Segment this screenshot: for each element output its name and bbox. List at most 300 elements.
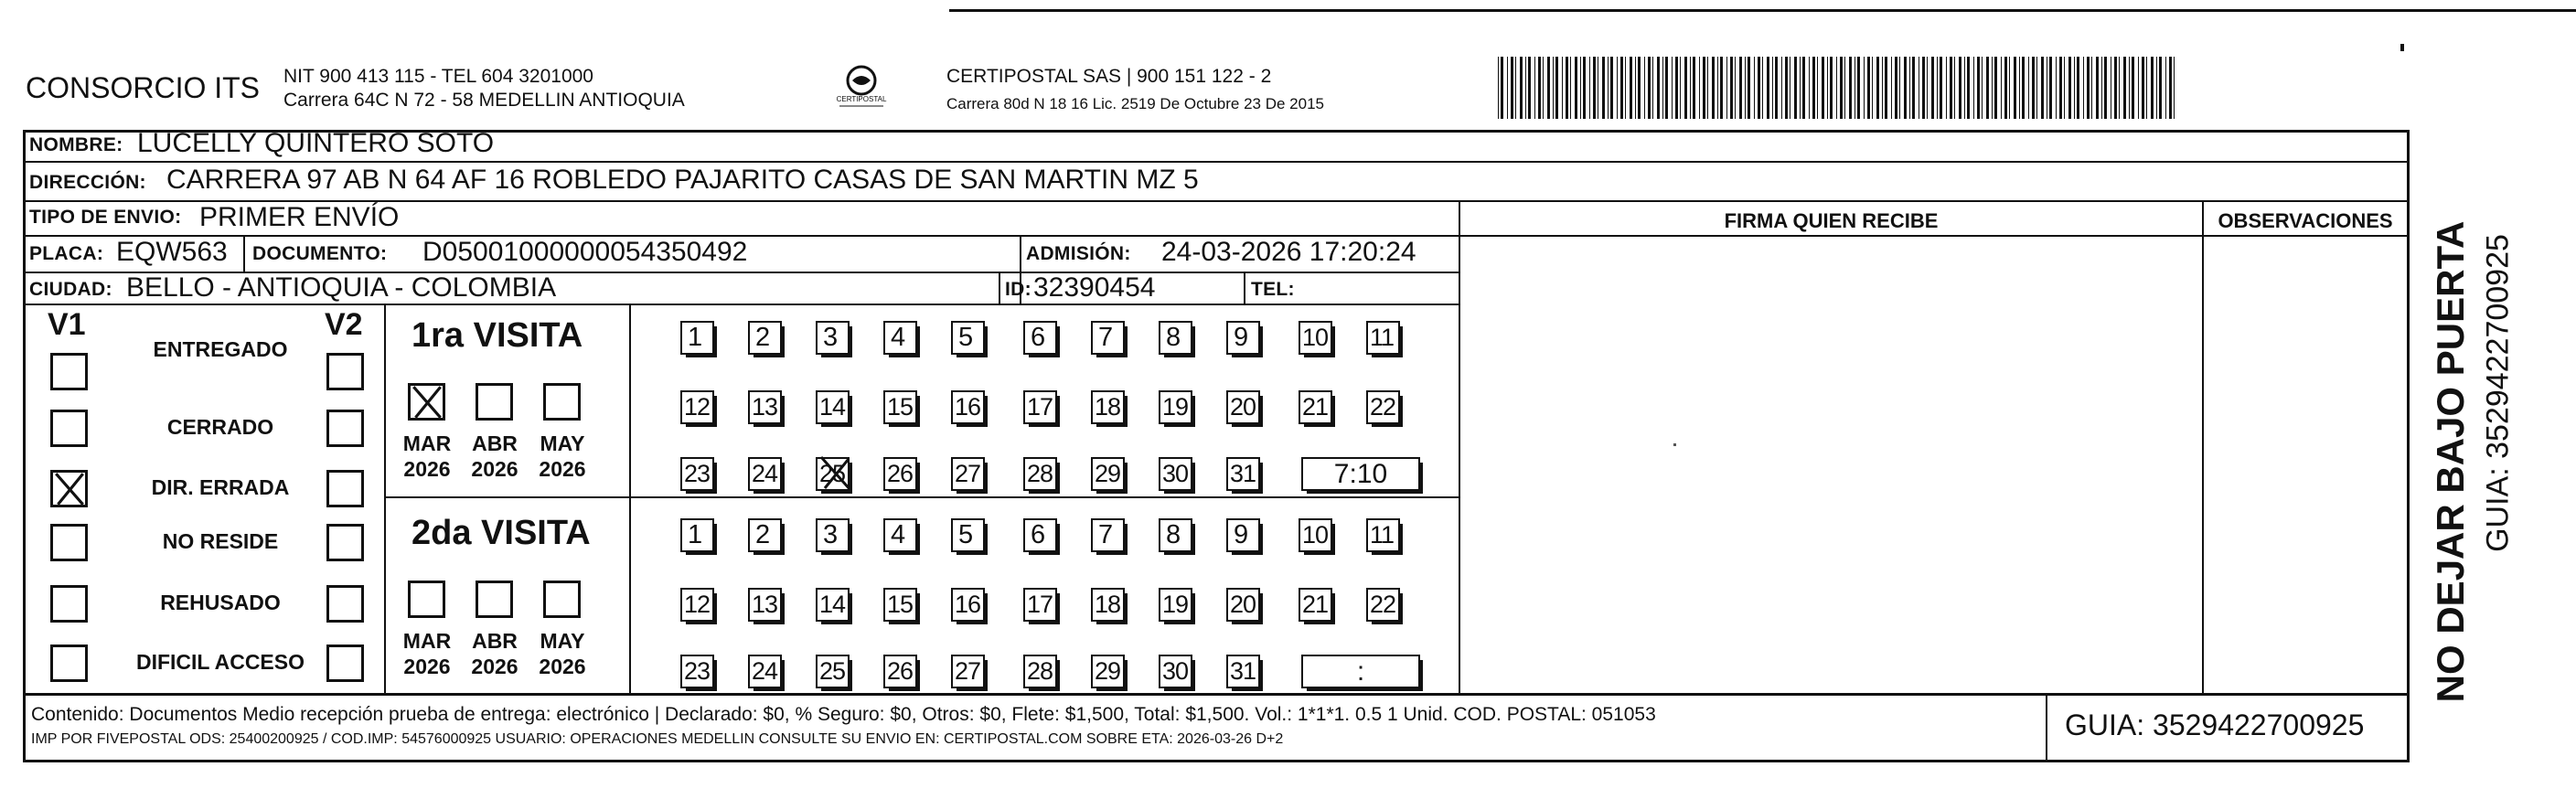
barcode-bar — [1672, 57, 1673, 119]
day-box[interactable] — [748, 321, 782, 355]
day-number: 28 — [1027, 460, 1053, 487]
barcode-bar — [1954, 57, 1955, 119]
barcode-bar — [1849, 57, 1852, 119]
barcode-bar — [1662, 57, 1663, 119]
day-number: 12 — [684, 393, 711, 421]
day-box[interactable] — [1091, 321, 1125, 355]
day-box[interactable] — [816, 655, 850, 688]
footer-imp: IMP POR FIVEPOSTAL ODS: 25400200925 / COD.IMP: 54576000925 USUARIO: OPERACIONES MEDELLIN CONSULTE SU ENVIO EN: CERTIPOSTAL.COM SOBRE ETA: 2026-03-26 D+2 — [31, 731, 1284, 747]
barcode-bar — [1830, 57, 1833, 119]
day-number: 19 — [1162, 591, 1189, 618]
day-number: 3 — [823, 323, 839, 352]
barcode-bar — [1964, 57, 1965, 119]
day-box[interactable] — [680, 588, 714, 622]
barcode-bar — [1675, 57, 1678, 119]
month-name: MAY — [540, 431, 585, 455]
barcode-bar — [1534, 57, 1535, 119]
barcode-bar — [1617, 57, 1618, 119]
barcode-bar — [1555, 57, 1558, 119]
day-box[interactable] — [1023, 518, 1057, 552]
barcode-bar — [1635, 57, 1636, 119]
day-number: 18 — [1095, 393, 1121, 421]
company-nit: NIT 900 413 115 - TEL 604 3201000 — [283, 66, 593, 87]
day-box[interactable] — [748, 655, 782, 688]
day-box[interactable] — [951, 588, 985, 622]
footer-guia: GUIA: 3529422700925 — [2065, 708, 2365, 741]
month-label — [530, 431, 594, 482]
barcode-bar — [1690, 57, 1691, 119]
barcode-bar — [1781, 57, 1782, 119]
day-number: 26 — [887, 460, 914, 487]
day-box[interactable] — [748, 390, 782, 424]
v1-checkbox[interactable] — [50, 585, 88, 623]
day-box[interactable] — [883, 321, 917, 355]
barcode-bar — [2123, 57, 2126, 119]
barcode-bar — [1538, 57, 1541, 119]
day-box[interactable] — [1159, 518, 1192, 552]
day-box[interactable] — [1226, 518, 1260, 552]
day-box[interactable] — [748, 518, 782, 552]
v1-checkbox[interactable] — [50, 353, 88, 390]
barcode-bar — [1515, 57, 1516, 119]
day-box[interactable] — [1159, 457, 1192, 491]
barcode-bar — [2032, 57, 2035, 119]
day-number: 13 — [752, 393, 778, 421]
barcode-bar — [2083, 57, 2084, 119]
month-checkbox[interactable] — [408, 581, 445, 618]
barcode-bar — [1899, 57, 1900, 119]
day-number: 31 — [1230, 657, 1256, 685]
barcode-bar — [1992, 57, 1993, 119]
barcode-bar — [1909, 57, 1910, 119]
admision-value: 24-03-2026 17:20:24 — [1161, 237, 1416, 267]
day-number: 13 — [752, 591, 778, 618]
day-number: 25 — [819, 657, 846, 685]
barcode-bar — [1802, 57, 1805, 119]
barcode-bar — [2114, 57, 2117, 119]
day-number: 4 — [891, 520, 906, 549]
day-number: 2 — [755, 520, 771, 549]
day-box[interactable] — [1226, 390, 1260, 424]
day-box[interactable] — [1091, 655, 1125, 688]
barcode-bar — [1812, 57, 1815, 119]
v1-checkbox[interactable] — [50, 524, 88, 561]
barcode-bar — [1501, 57, 1503, 119]
barcode-bar — [1794, 57, 1797, 119]
page-dot — [1673, 443, 1676, 446]
time-box[interactable]: : — [1301, 655, 1420, 688]
certipostal-logo-text: CERTIPOSTAL — [836, 95, 887, 103]
barcode-bar — [2091, 57, 2092, 119]
day-number: 8 — [1166, 520, 1181, 549]
barcode-bar — [1840, 57, 1843, 119]
barcode-bar — [1644, 57, 1645, 119]
barcode-bar — [1817, 57, 1818, 119]
day-number: 10 — [1302, 521, 1329, 549]
barcode-bar — [1775, 57, 1778, 119]
barcode-bar — [2169, 57, 2172, 119]
barcode-bar — [2022, 57, 2025, 119]
company-name: CONSORCIO ITS — [26, 71, 261, 104]
barcode-bar — [2132, 57, 2134, 119]
day-box[interactable] — [680, 518, 714, 552]
barcode-bar — [2119, 57, 2120, 119]
barcode-bar — [1707, 57, 1708, 119]
day-number: 16 — [955, 591, 981, 618]
barcode-bar — [1836, 57, 1837, 119]
month-year: 2026 — [539, 655, 586, 678]
day-box[interactable] — [1299, 390, 1332, 424]
month-checkbox[interactable] — [476, 383, 513, 421]
barcode-bar — [2049, 57, 2052, 119]
day-box[interactable] — [816, 321, 850, 355]
barcode-bar — [1720, 57, 1723, 119]
day-box[interactable] — [1023, 588, 1057, 622]
barcode-bar — [1977, 57, 1980, 119]
day-number: 9 — [1234, 520, 1249, 549]
day-box[interactable] — [1023, 390, 1057, 424]
barcode-bar — [1630, 57, 1632, 119]
barcode-bar — [2001, 57, 2002, 119]
barcode-bar — [2028, 57, 2029, 119]
v1-checkbox[interactable] — [50, 470, 88, 507]
barcode-bar — [1543, 57, 1544, 119]
placa-label: PLACA: — [29, 243, 104, 264]
day-number: 24 — [752, 460, 778, 487]
status-label: ENTREGADO — [153, 337, 288, 361]
barcode-bar — [1699, 57, 1700, 119]
barcode-bar — [1891, 57, 1892, 119]
barcode-bar — [2138, 57, 2139, 119]
day-number: 17 — [1027, 393, 1053, 421]
v1-checkbox[interactable] — [50, 645, 88, 682]
v2-checkbox[interactable] — [326, 585, 364, 623]
barcode-bar — [1882, 57, 1883, 119]
certipostal-address: Carrera 80d N 18 16 Lic. 2519 De Octubre 23 De 2015 — [946, 95, 1324, 112]
observaciones-label: OBSERVACIONES — [2218, 209, 2393, 232]
day-box[interactable] — [1023, 457, 1057, 491]
barcode-bar — [1982, 57, 1983, 119]
day-number: 4 — [891, 323, 906, 352]
day-number: 7 — [1098, 323, 1114, 352]
day-box[interactable] — [816, 588, 850, 622]
day-number: 15 — [887, 591, 914, 618]
day-box[interactable] — [816, 390, 850, 424]
barcode-bar — [1758, 57, 1760, 119]
month-label — [395, 628, 459, 679]
barcode-bar — [1973, 57, 1974, 119]
barcode-bar — [1625, 57, 1626, 119]
day-box[interactable] — [883, 390, 917, 424]
day-number: 23 — [684, 657, 711, 685]
day-number: 31 — [1230, 460, 1256, 487]
day-box[interactable] — [1159, 655, 1192, 688]
id-label: ID: — [1005, 279, 1031, 300]
barcode-bar — [1610, 57, 1613, 119]
barcode-bar — [1726, 57, 1727, 119]
day-number: 24 — [752, 657, 778, 685]
barcode-bar — [1498, 57, 1499, 119]
month-label — [463, 628, 527, 679]
status-label: NO RESIDE — [162, 529, 279, 553]
barcode-bar — [1872, 57, 1873, 119]
day-number: 8 — [1166, 323, 1181, 352]
cell-divider — [2202, 200, 2204, 695]
barcode-bar — [1986, 57, 1989, 119]
side-guia: GUIA: 3529422700925 — [2480, 234, 2516, 552]
day-box[interactable] — [816, 457, 850, 491]
admision-label: ADMISIÓN: — [1026, 243, 1131, 264]
day-box[interactable] — [951, 321, 985, 355]
v1-label: V1 — [48, 307, 86, 342]
day-box[interactable] — [1159, 390, 1192, 424]
day-box[interactable] — [1299, 588, 1332, 622]
barcode-bar — [2104, 57, 2107, 119]
barcode-bar — [2159, 57, 2162, 119]
day-number: 9 — [1234, 323, 1249, 352]
day-box[interactable] — [1023, 321, 1057, 355]
month-checkbox[interactable] — [408, 383, 445, 421]
day-box[interactable] — [1226, 655, 1260, 688]
barcode-bar — [1507, 57, 1508, 119]
month-name: MAY — [540, 629, 585, 653]
barcode-bar — [1885, 57, 1887, 119]
cell-divider — [1244, 272, 1245, 304]
v2-checkbox[interactable] — [326, 410, 364, 447]
barcode-bar — [1680, 57, 1681, 119]
id-value: 32390454 — [1033, 272, 1156, 303]
barcode-bar — [1684, 57, 1687, 119]
tipo-envio-label: TIPO DE ENVIO: — [29, 207, 182, 228]
nombre-label: NOMBRE: — [29, 134, 123, 155]
barcode-bar — [2151, 57, 2154, 119]
barcode-bar — [1800, 57, 1801, 119]
barcode-bar — [1620, 57, 1623, 119]
barcode-bar — [1657, 57, 1660, 119]
barcode-bar — [2068, 57, 2071, 119]
day-box[interactable] — [883, 588, 917, 622]
barcode-bar — [2036, 57, 2037, 119]
day-box[interactable] — [1366, 321, 1400, 355]
barcode-bar — [1904, 57, 1907, 119]
v1-checkbox[interactable] — [50, 410, 88, 447]
day-box[interactable] — [680, 321, 714, 355]
day-number: 1 — [688, 520, 703, 549]
day-box[interactable] — [1159, 588, 1192, 622]
v2-checkbox[interactable] — [326, 645, 364, 682]
month-name: ABR — [472, 431, 518, 455]
day-number: 18 — [1095, 591, 1121, 618]
barcode-bar — [1602, 57, 1605, 119]
month-checkbox[interactable] — [476, 581, 513, 618]
barcode-bar — [2077, 57, 2079, 119]
direccion-label: DIRECCIÓN: — [29, 172, 146, 193]
day-number: 14 — [819, 393, 846, 421]
documento-value: D05001000000054350492 — [422, 237, 748, 267]
barcode-bar — [2087, 57, 2090, 119]
day-box[interactable] — [680, 390, 714, 424]
day-box[interactable] — [1091, 457, 1125, 491]
day-number: 12 — [684, 591, 711, 618]
barcode-bar — [1745, 57, 1746, 119]
barcode-bar — [1580, 57, 1581, 119]
ciudad-value: BELLO - ANTIOQUIA - COLOMBIA — [126, 272, 557, 303]
placa-value: EQW563 — [116, 237, 228, 267]
barcode-bar — [1739, 57, 1742, 119]
visit-title: 1ra VISITA — [412, 316, 583, 355]
day-box[interactable] — [816, 518, 850, 552]
barcode-bar — [1822, 57, 1824, 119]
day-box[interactable] — [1159, 321, 1192, 355]
month-label — [530, 628, 594, 679]
barcode-bar — [1652, 57, 1653, 119]
day-number: 30 — [1162, 460, 1189, 487]
company-address: Carrera 64C N 72 - 58 MEDELLIN ANTIOQUIA — [283, 90, 685, 111]
certipostal-name: CERTIPOSTAL SAS | 900 151 122 - 2 — [946, 66, 1272, 87]
day-box[interactable] — [883, 655, 917, 688]
month-year: 2026 — [403, 655, 451, 678]
day-number: 6 — [1031, 323, 1046, 352]
day-number: 20 — [1230, 393, 1256, 421]
barcode-bar — [1566, 57, 1568, 119]
barcode-bar — [1967, 57, 1970, 119]
day-box[interactable] — [1299, 518, 1332, 552]
barcode-bar — [2064, 57, 2065, 119]
day-number: 5 — [958, 323, 974, 352]
barcode-bar — [1520, 57, 1523, 119]
tel-label: TEL: — [1251, 279, 1295, 300]
day-box[interactable] — [1299, 321, 1332, 355]
barcode-bar — [1608, 57, 1609, 119]
day-number: 17 — [1027, 591, 1053, 618]
barcode-bar — [1717, 57, 1718, 119]
barcode-bar — [1994, 57, 1997, 119]
day-box[interactable] — [1226, 588, 1260, 622]
day-box[interactable] — [883, 518, 917, 552]
day-box[interactable] — [1226, 321, 1260, 355]
day-box[interactable] — [748, 588, 782, 622]
rule — [23, 161, 2410, 163]
barcode-bar — [2009, 57, 2010, 119]
day-box[interactable] — [1366, 588, 1400, 622]
day-number: 23 — [684, 460, 711, 487]
v2-checkbox[interactable] — [326, 353, 364, 390]
month-year: 2026 — [471, 655, 518, 678]
day-box[interactable] — [1366, 518, 1400, 552]
day-box[interactable] — [951, 518, 985, 552]
certipostal-logo — [834, 62, 889, 110]
day-number: 11 — [1370, 324, 1395, 351]
day-number: 10 — [1302, 324, 1329, 351]
rule — [23, 693, 2410, 696]
barcode-bar — [1772, 57, 1773, 119]
barcode-bar — [1638, 57, 1641, 119]
barcode-bar — [1912, 57, 1915, 119]
top-rule — [949, 9, 2576, 12]
barcode-bar — [2096, 57, 2099, 119]
month-year: 2026 — [471, 457, 518, 481]
day-box[interactable] — [883, 457, 917, 491]
ciudad-label: CIUDAD: — [29, 279, 112, 300]
day-number: 5 — [958, 520, 974, 549]
v2-checkbox[interactable] — [326, 524, 364, 561]
barcode-bar — [1665, 57, 1668, 119]
day-box[interactable] — [1091, 390, 1125, 424]
v2-label: V2 — [325, 307, 363, 342]
barcode-bar — [2156, 57, 2157, 119]
month-checkbox[interactable] — [543, 581, 581, 618]
month-name: ABR — [472, 629, 518, 653]
status-label: CERRADO — [166, 415, 274, 439]
day-number: 27 — [955, 657, 981, 685]
barcode-bar — [1511, 57, 1513, 119]
barcode-bar — [1762, 57, 1763, 119]
day-box[interactable] — [1091, 588, 1125, 622]
tipo-envio-value: PRIMER ENVÍO — [199, 202, 400, 232]
barcode-bar — [1864, 57, 1865, 119]
barcode-bar — [1562, 57, 1563, 119]
day-number: 27 — [955, 460, 981, 487]
day-number: 21 — [1302, 393, 1329, 421]
barcode — [1498, 57, 2182, 119]
barcode-bar — [1767, 57, 1769, 119]
barcode-bar — [2142, 57, 2144, 119]
barcode-bar — [1931, 57, 1934, 119]
v2-checkbox[interactable] — [326, 470, 364, 507]
day-box[interactable] — [951, 390, 985, 424]
day-number: 2 — [755, 323, 771, 352]
day-number: 30 — [1162, 657, 1189, 685]
barcode-bar — [1648, 57, 1651, 119]
day-box[interactable] — [1226, 457, 1260, 491]
time-box[interactable]: 7:10 — [1301, 457, 1420, 491]
day-number: 16 — [955, 393, 981, 421]
footer-contenido: Contenido: Documentos Medio recepción prueba de entrega: electrónico | Declarado: $0, % Seguro: $0, Otros: $0, Flete: $1,500, Total: $1,500. Vol.: 1*1*1. 0.5 1 Unid. COD. POSTAL: 051053 — [31, 704, 1656, 725]
cell-divider — [999, 272, 1000, 304]
day-box[interactable] — [951, 457, 985, 491]
barcode-bar — [2041, 57, 2044, 119]
day-box[interactable] — [748, 457, 782, 491]
status-label: DIFICIL ACCESO — [135, 650, 305, 674]
firma-label: FIRMA QUIEN RECIBE — [1724, 209, 1939, 232]
visit-rule — [384, 496, 1460, 498]
barcode-bar — [1570, 57, 1571, 119]
month-checkbox[interactable] — [543, 383, 581, 421]
barcode-bar — [1693, 57, 1695, 119]
cell-divider — [243, 235, 245, 272]
status-label: REHUSADO — [160, 591, 281, 614]
visit-divider — [629, 304, 631, 693]
barcode-bar — [1754, 57, 1755, 119]
day-number: 14 — [819, 591, 846, 618]
barcode-bar — [1589, 57, 1590, 119]
cell-divider — [1459, 200, 1460, 695]
barcode-bar — [1809, 57, 1810, 119]
barcode-bar — [2146, 57, 2147, 119]
month-name: MAR — [402, 629, 452, 653]
visit-title: 2da VISITA — [412, 514, 591, 552]
barcode-bar — [2056, 57, 2057, 119]
day-box[interactable] — [1366, 390, 1400, 424]
day-box[interactable] — [1023, 655, 1057, 688]
day-box[interactable] — [951, 655, 985, 688]
day-box[interactable] — [680, 655, 714, 688]
barcode-bar — [1950, 57, 1952, 119]
barcode-bar — [1937, 57, 1938, 119]
day-box[interactable] — [680, 457, 714, 491]
day-box[interactable] — [1091, 518, 1125, 552]
day-number: 22 — [1370, 393, 1396, 421]
